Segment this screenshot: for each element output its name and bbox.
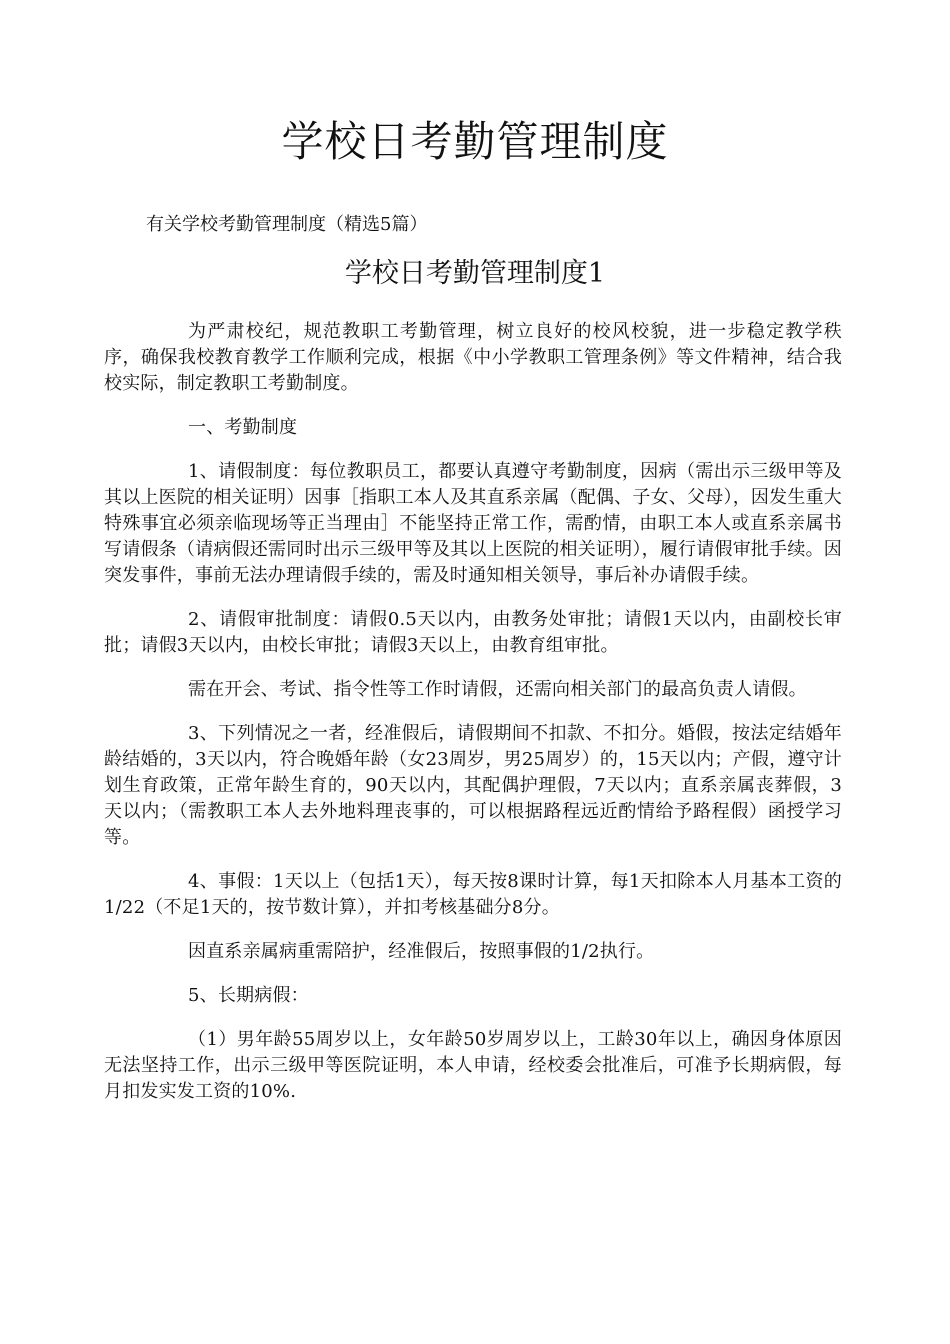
paragraph-leave-system: 1、请假制度：每位教职员工，都要认真遵守考勤制度，因病（需出示三级甲等及其以上医院的相关证明）因事［指职工本人及其直系亲属（配偶、子女、父母），因发生重大特殊事宜必须亲临现场等正当理由］不能坚持正常工作，需酌情，由职工本人或直系亲属书写请假条（请病假还需同时出示三级甲等及其以上医院的相关证明），履行请假审批手续。因突发事件，事前无法办理请假手续的，需及时通知相关领导，事后补办请假手续。: [104, 461, 842, 586]
document-title: 学校日考勤管理制度: [281, 117, 669, 166]
paragraph-long-sick-leave-1: （1）男年龄55周岁以上，女年龄50岁周岁以上，工龄30年以上，确因身体原因无法坚持工作，出示三级甲等医院证明，本人申请，经校委会批准后，可准予长期病假，每月扣发实发工资的10%.: [104, 1029, 842, 1102]
heading-attendance-system: 一、考勤制度: [188, 417, 298, 438]
paragraph-paid-leave: 3、下列情况之一者，经准假后，请假期间不扣款、不扣分。婚假，按法定结婚年龄结婚的，3天以内，符合晚婚年龄（女23周岁，男25周岁）的，15天以内；产假，遵守计划生育政策，正常年龄生育的，90天以内，其配偶护理假，7天以内；直系亲属丧葬假，3天以内；（需教职工本人去外地料理丧事的，可以根据路程远近酌情给予路程假）函授学习等。: [104, 723, 842, 848]
paragraph-personal-leave: 4、事假：1天以上（包括1天），每天按8课时计算，每1天扣除本人月基本工资的1/22（不足1天的，按节数计算），并扣考核基础分8分。: [104, 871, 842, 918]
paragraph-meeting-leave: 需在开会、考试、指令性等工作时请假，还需向相关部门的最高负责人请假。: [188, 679, 807, 700]
heading-long-sick-leave: 5、长期病假：: [188, 985, 309, 1006]
paragraph-family-care: 因直系亲属病重需陪护，经准假后，按照事假的1/2执行。: [188, 941, 655, 962]
paragraph-leave-approval: 2、请假审批制度：请假0.5天以内，由教务处审批；请假1天以内，由副校长审批；请假3天以内，由校长审批；请假3天以上，由教育组审批。: [104, 609, 842, 656]
section-title: 学校日考勤管理制度1: [344, 258, 606, 289]
document-body: [104, 319, 842, 1123]
paragraph-intro: 为严肃校纪，规范教职工考勤管理，树立良好的校风校貌，进一步稳定教学秩序，确保我校教育教学工作顺利完成，根据《中小学教职工管理条例》等文件精神，结合我校实际，制定教职工考勤制度。: [104, 321, 842, 394]
document-subtitle: 有关学校考勤管理制度（精选5篇）: [146, 214, 428, 235]
